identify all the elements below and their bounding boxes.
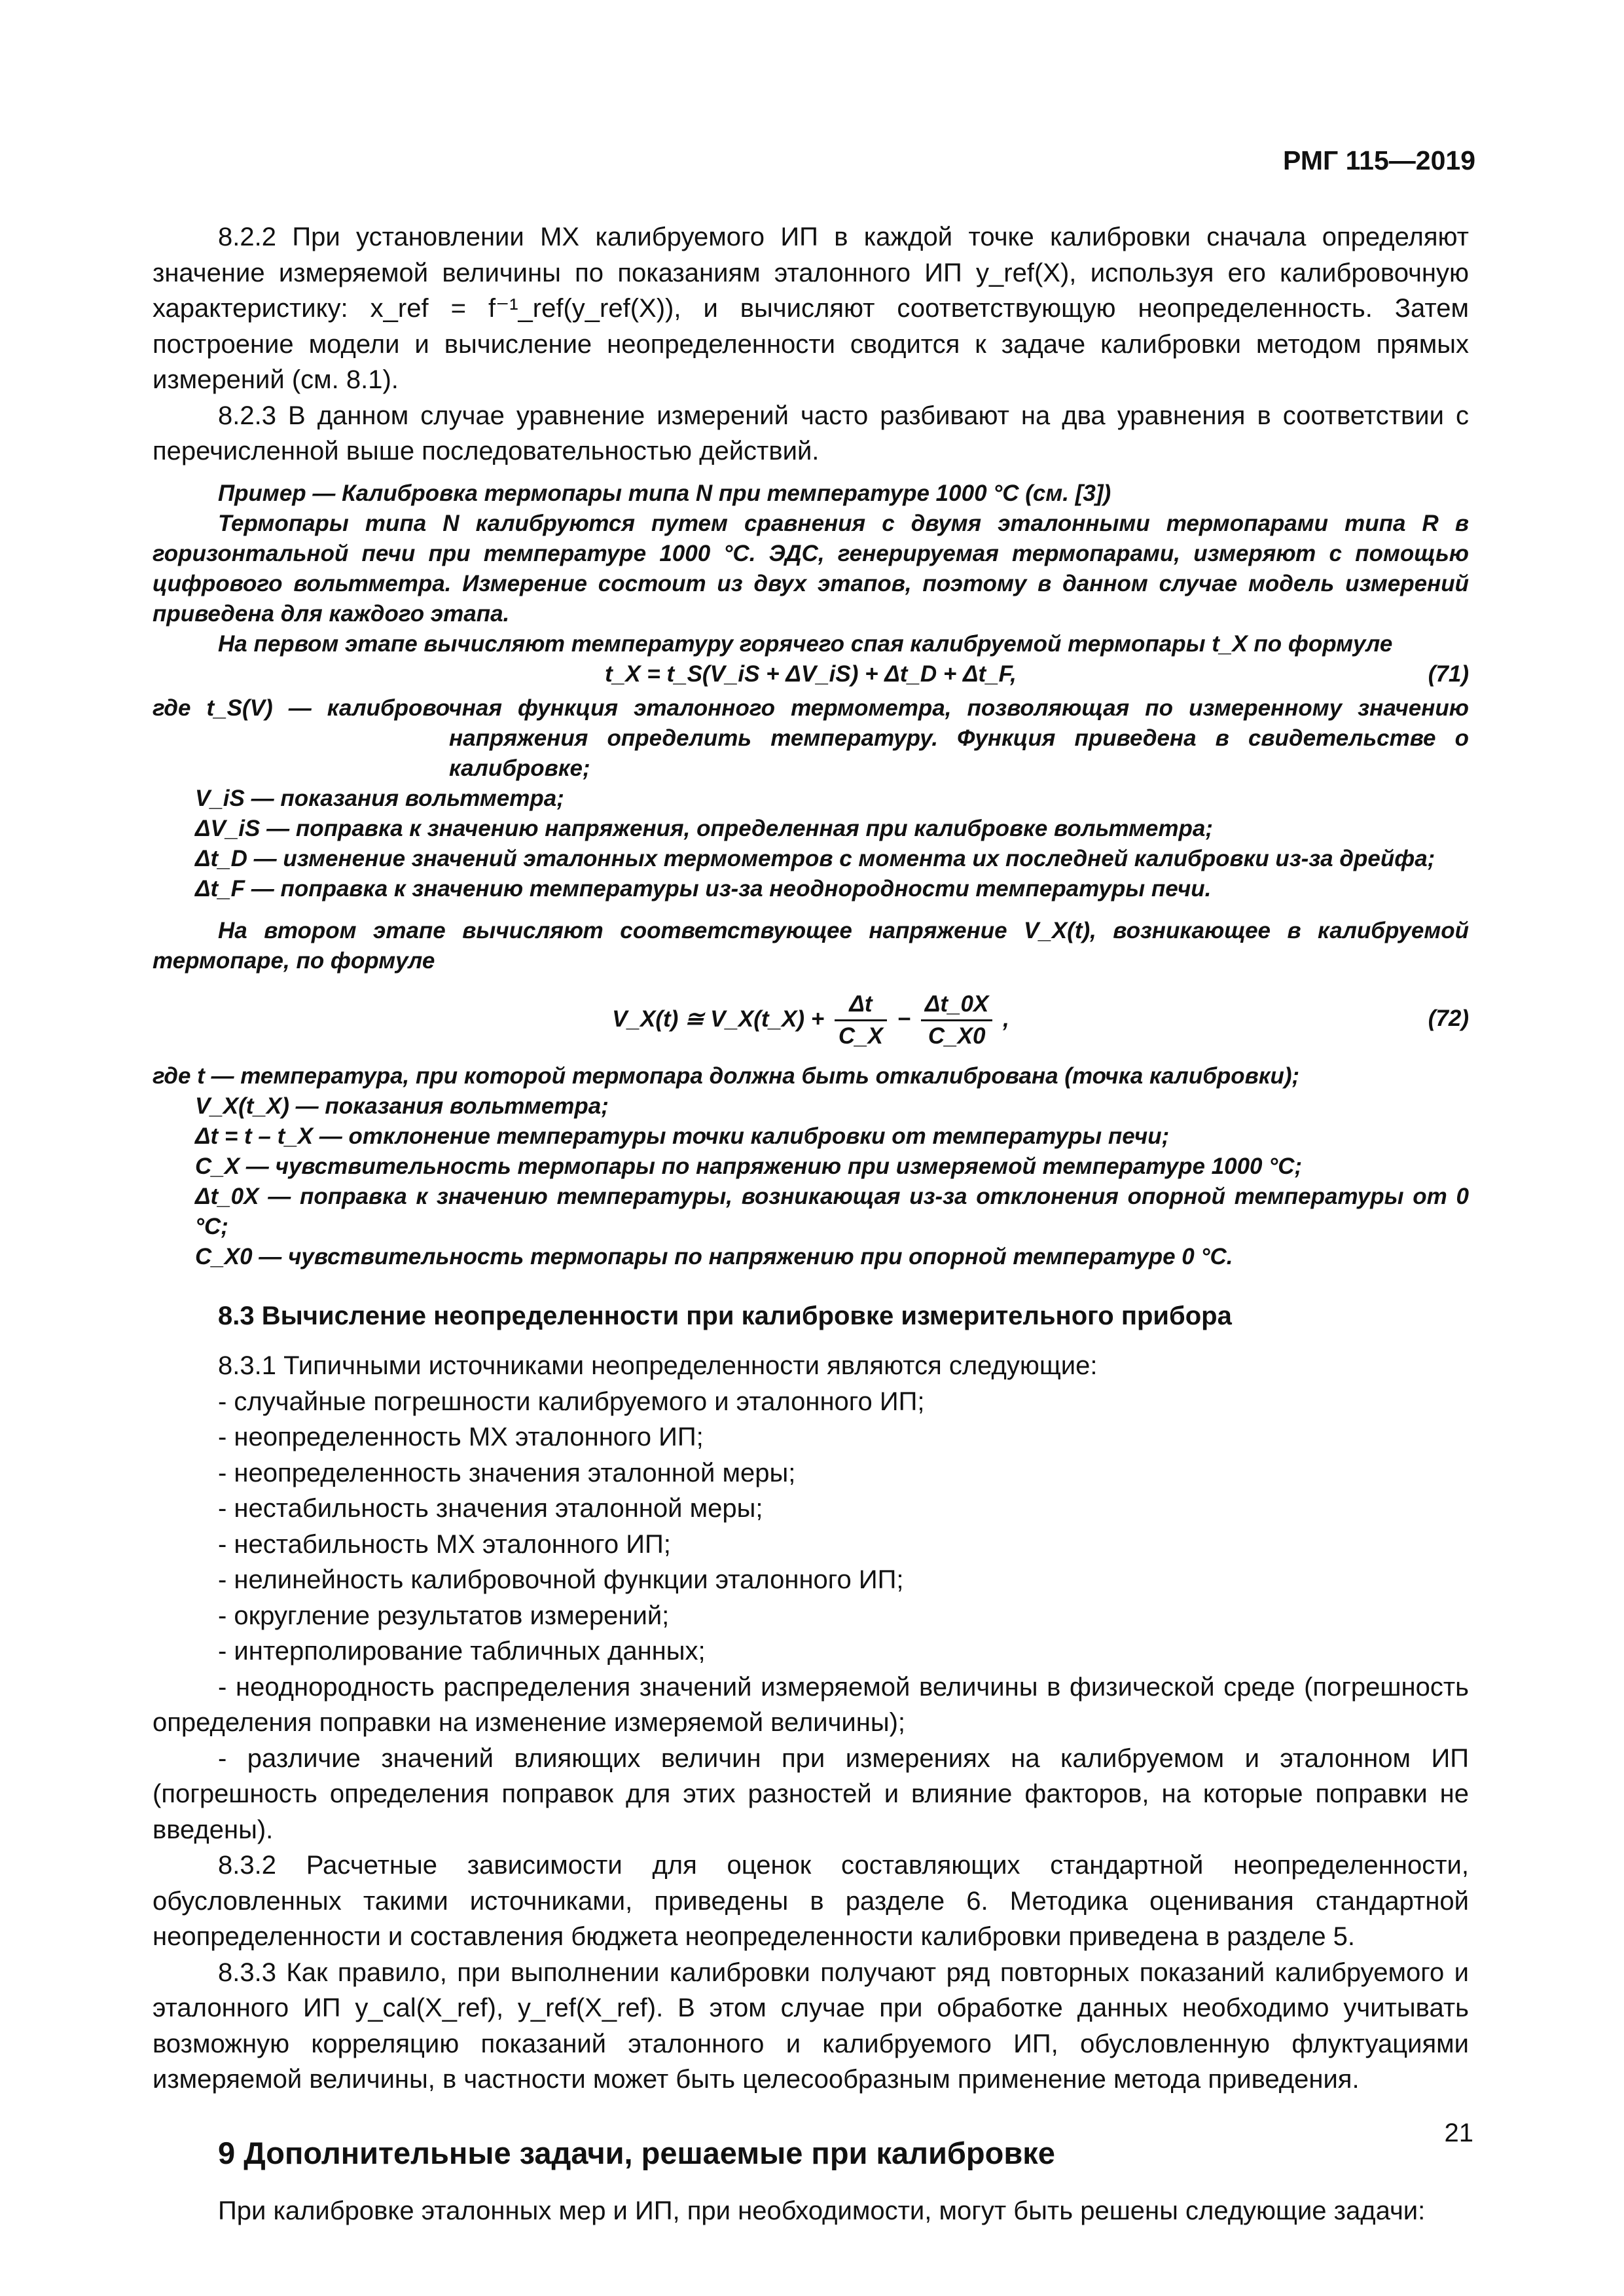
- paragraph-9: При калибровке эталонных мер и ИП, при необходимости, могут быть решены следующие задачи:: [218, 2196, 1426, 2225]
- section-9-heading: 9 Дополнительные задачи, решаемые при калибровке: [218, 2135, 1055, 2170]
- list-item: - случайные погрешности калибруемого и эталонного ИП;: [218, 1387, 925, 1416]
- document-id: РМГ 115—2019: [1283, 145, 1475, 175]
- equation-72-left: V_X(t) ≅ V_X(t_X) +: [612, 1006, 825, 1032]
- list-item: - нестабильность МХ эталонного ИП;: [218, 1529, 671, 1559]
- list-item: - округление результатов измерений;: [218, 1601, 670, 1630]
- example-text: Термопары типа N калибруются путем сравнения с двумя эталонными термопарами типа R в горизонтальной печи при температуре 1000 °С. ЭДС, генерируемая термопарами, измеряют с помощью цифрового вольтметра. Измерение состоит из двух этапов, поэтому в данном случае модель измерений приведена для каждого этапа.: [153, 510, 1469, 627]
- equation-71-number: (71): [1428, 661, 1469, 687]
- fraction-2-denominator: C_X0: [928, 1023, 986, 1049]
- fraction-1-denominator: C_X: [838, 1023, 883, 1049]
- where72-item-5: C_X0 — чувствительность термопары по напряжению при опорной температуре 0 °С.: [195, 1243, 1233, 1269]
- equation-72: [153, 980, 1469, 1057]
- paragraph-8-2-2: 8.2.2 При установлении МХ калибруемого ИП в каждой точке калибровки сначала определяют значение измеряемой величины по показаниям эталонного ИП y_ref(X), используя его калибровочную характеристику: x_ref = f⁻¹_ref(y_ref(X)), и вычисляют соответствующую неопределенность. Затем построение модели и вычисление неопределенности сводится к задаче калибровки методом прямых измерений (см. 8.1).: [153, 223, 1469, 394]
- list-item: - неопределенность значения эталонной меры;: [218, 1458, 796, 1487]
- fraction-1: [835, 989, 887, 1051]
- paragraph-8-3-1: 8.3.1 Типичными источниками неопределенности являются следующие:: [218, 1351, 1098, 1380]
- where72-item-4: Δt_0X — поправка к значению температуры, возникающая из-за отклонения опорной температуры от 0 °С;: [195, 1183, 1469, 1239]
- where71-item-2: ΔV_iS — поправка к значению напряжения, определенная при калибровке вольтметра;: [195, 815, 1214, 841]
- paragraph-8-2-3: 8.2.3 В данном случае уравнение измерений часто разбивают на два уравнения в соответствии с перечисленной выше последовательностью действий.: [153, 401, 1469, 465]
- where72-item-0: где t — температура, при которой термопара должна быть откалибрована (точка калибровки);: [153, 1063, 1300, 1089]
- equation-72-number: (72): [1428, 1005, 1469, 1031]
- list-item: - неоднородность распределения значений измеряемой величины в физической среде (погрешность определения поправки на изменение измеряемой величины);: [153, 1672, 1469, 1737]
- equation-71-body: t_X = t_S(V_iS + ΔV_iS) + Δt_D + Δt_F,: [605, 661, 1017, 687]
- where71-item-3: Δt_D — изменение значений эталонных термометров с момента их последней калибровки из-за дрейфа;: [195, 845, 1435, 871]
- fraction-2-numerator: Δt_0X: [921, 989, 992, 1021]
- equation-72-minus: −: [897, 1006, 911, 1032]
- example-title: Пример — Калибровка термопары типа N при температуре 1000 °С (см. [3]): [218, 480, 1111, 506]
- where71-item-1: V_iS — показания вольтметра;: [195, 785, 564, 811]
- document-body: [153, 219, 1469, 2229]
- example-block: [153, 479, 1469, 1272]
- section-8-3-heading: 8.3 Вычисление неопределенности при калибровке измерительного прибора: [218, 1301, 1232, 1330]
- where72-item-2: Δt = t – t_X — отклонение температуры точки калибровки от температуры печи;: [195, 1123, 1170, 1149]
- equation-71: [153, 659, 1469, 693]
- where72-item-1: V_X(t_X) — показания вольтметра;: [195, 1093, 609, 1119]
- paragraph-8-3-3: 8.3.3 Как правило, при выполнении калибровки получают ряд повторных показаний калибруемого и эталонного ИП y_cal(X_ref), y_ref(X_ref). В этом случае при обработке данных необходимо учитывать возможную корреляцию показаний эталонного и калибруемого ИП, обусловленную флуктуациями измеряемой величины, в частности может быть целесообразным применение метода приведения.: [153, 1958, 1469, 2094]
- equation-72-body: [153, 989, 1469, 1051]
- stage1-text: На первом этапе вычисляют температуру горячего спая калибруемой термопары t_X по формуле: [218, 630, 1393, 657]
- where72-item-3: C_X — чувствительность термопары по напряжению при измеряемой температуре 1000 °С;: [195, 1153, 1303, 1179]
- equation-72-comma: ,: [1003, 1006, 1009, 1032]
- list-item: - нелинейность калибровочной функции эталонного ИП;: [218, 1565, 904, 1594]
- page-number: 21: [1444, 2119, 1473, 2147]
- where71-item-4: Δt_F — поправка к значению температуры из-за неоднородности температуры печи.: [195, 875, 1212, 902]
- fraction-1-numerator: Δt: [835, 989, 887, 1021]
- fraction-2: [921, 989, 992, 1051]
- stage2-text: На втором этапе вычисляют соответствующее напряжение V_X(t), возникающее в калибруемой термопаре, по формуле: [153, 917, 1469, 974]
- list-item: - неопределенность МХ эталонного ИП;: [218, 1423, 704, 1451]
- paragraph-8-3-2: 8.3.2 Расчетные зависимости для оценок составляющих стандартной неопределенности, обусловленных такими источниками, приведены в разделе 6. Методика оценивания стандартной неопределенности и составления бюджета неопределенности калибровки приведена в разделе 5.: [153, 1851, 1469, 1951]
- where71-item-0: где t_S(V) — калибровочная функция эталонного термометра, позволяющая по измеренному значению напряжения определить температуру. Функция приведена в свидетельстве о калибровке;: [153, 695, 1469, 781]
- list-item: - нестабильность значения эталонной меры;: [218, 1494, 763, 1523]
- list-item: - интерполирование табличных данных;: [218, 1637, 706, 1666]
- list-item: - различие значений влияющих величин при измерениях на калибруемом и эталонном ИП (погрешность определения поправок для этих разностей и влияние факторов, на которые поправки не введены).: [153, 1743, 1469, 1844]
